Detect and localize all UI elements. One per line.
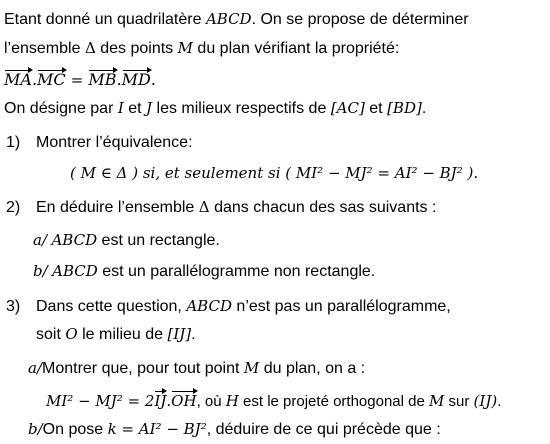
intro-line-1: Etant donné un quadrilatère ABCD. On se propose de déterminer: [4, 10, 469, 28]
vector-ij: IJ: [154, 392, 167, 410]
intro-line-4: On désigne par I et J les milieux respectifs de [AC] et [BD].: [4, 99, 427, 117]
vector-md: MD: [121, 70, 151, 89]
vector-ma: MA: [4, 70, 32, 89]
question-2: 2) En déduire l’ensemble Δ dans chacun des sas suivants :: [6, 198, 437, 216]
vector-mc: MC: [37, 70, 66, 89]
question-3: 3) Dans cette question, ABCD n’est pas un parallélogramme,: [6, 297, 451, 315]
question-3-midpoint: soit O le milieu de [IJ].: [36, 325, 196, 343]
question-3b: b/On pose k = AI² − BJ², déduire de ce qui précède que :: [28, 420, 441, 438]
orthogonal-projection-formula: MI² − MJ² = 2IJ.OH, où H est le projeté orthogonal de M sur (IJ).: [46, 392, 502, 410]
question-2b: b/ ABCD est un parallélogramme non rectangle.: [33, 262, 376, 280]
quadrilateral-name: ABCD: [205, 10, 252, 28]
delta-symbol: Δ: [84, 39, 96, 57]
property-formula: MA.MC = MB.MD.: [4, 70, 156, 89]
question-2a: a/ ABCD est un rectangle.: [33, 231, 220, 249]
intro-line-2: l’ensemble Δ des points M du plan vérifiant la propriété:: [4, 39, 400, 57]
vector-oh: OH: [171, 392, 197, 410]
question-3a: a/Montrer que, pour tout point M du plan, on a :: [28, 359, 366, 377]
question-1: 1) Montrer l’équivalence:: [6, 134, 193, 151]
equivalence-formula: ( M ∈ Δ ) si, et seulement si ( MI² − MJ² = AI² − BJ² ).: [70, 164, 479, 182]
vector-mb: MB: [88, 70, 117, 89]
